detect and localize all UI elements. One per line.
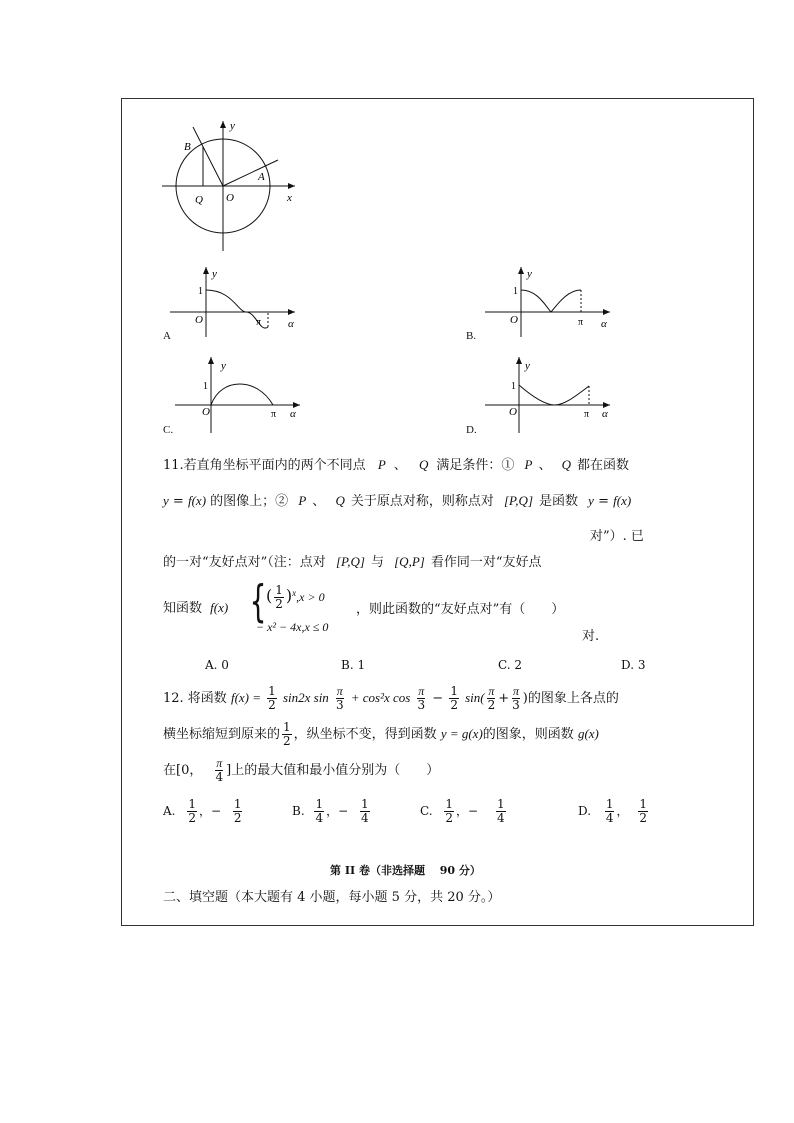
graph-c-label: C. <box>163 424 174 436</box>
point-a-label: A <box>258 171 265 183</box>
q12-option-b[interactable]: B. $\frac{1}{4}$ ，− $\frac{1}{4}$ <box>292 797 369 825</box>
graph-a <box>170 265 310 345</box>
svg-text:1: 1 <box>198 286 203 297</box>
svg-text:π: π <box>271 409 277 420</box>
graph-a-label: A <box>163 330 171 342</box>
q11-line-5-lead: 知函数 f(x) <box>163 600 229 616</box>
svg-text:O: O <box>202 406 210 418</box>
q11-line-3: 对”）. 已 <box>590 529 644 544</box>
q12-option-d[interactable]: D. $\frac{1}{4}$ ， $\frac{1}{2}$ <box>578 797 647 825</box>
unit-circle-figure <box>160 115 310 255</box>
svg-text:y: y <box>527 268 532 280</box>
q11-line-2: y = f(x) 的图像上；② P 、 Q 关于原点对称，则称点对 [P,Q] 是函数 y = f(x) <box>163 493 632 509</box>
q12-line-2: 横坐标缩短到原来的 $\frac{1}{2}$ ，纵坐标不变，得到函数 y = g(x)的图象，则函数 g(x) <box>163 720 599 748</box>
q11-line-5-tail: ，则此函数的“友好点对”有（ ） <box>356 602 565 617</box>
svg-text:y: y <box>525 360 530 372</box>
piecewise-case-1: ( $\frac{1}{2}$ )$^x$,x > 0 <box>266 583 325 611</box>
svg-text:y: y <box>221 360 226 372</box>
graph-c <box>175 355 315 440</box>
q11-option-b[interactable]: B. 1 <box>341 658 366 672</box>
point-b-label: B <box>184 141 191 153</box>
svg-text:π: π <box>584 409 590 420</box>
svg-text:1: 1 <box>513 286 518 297</box>
q12-line-3: 在[0， $\frac{\pi}{4}$ ]上的最大值和最小值分别为（ ） <box>163 756 440 784</box>
graph-d <box>485 355 625 440</box>
q11-option-a[interactable]: A. 0 <box>205 658 229 672</box>
x-axis-label: x <box>287 192 292 204</box>
piecewise-brace: { <box>249 576 267 627</box>
svg-text:y: y <box>212 268 217 280</box>
q12-line-1: 12. 将函数 f(x) = $\frac{1}{2}$ sin2x sin $\frac{\pi}{3}$ + cos²x cos $\frac{\pi}{3}$ − $\frac{1}{2}$ sin( $\frac{\pi}{2}$ + $\frac{\pi}{3}$ )的图象上各点的 <box>163 684 619 712</box>
svg-text:1: 1 <box>203 381 208 392</box>
graph-b <box>485 265 625 345</box>
fill-in-section-title: 二、填空题（本大题有 4 小题，每小题 5 分，共 20 分。） <box>163 890 501 905</box>
piecewise-case-2: − x² − 4x,x ≤ 0 <box>256 620 329 634</box>
svg-text:α: α <box>288 318 294 330</box>
svg-text:1: 1 <box>511 381 516 392</box>
q12-option-a[interactable]: A. $\frac{1}{2}$ ，− $\frac{1}{2}$ <box>163 797 242 825</box>
section-2-title: 第 II 卷（非选择题 90 分） <box>330 864 481 877</box>
svg-text:α: α <box>602 408 608 420</box>
q11-option-c[interactable]: C. 2 <box>498 658 523 672</box>
origin-label: O <box>226 192 234 204</box>
point-q-label: Q <box>195 194 203 206</box>
svg-text:O: O <box>509 406 517 418</box>
svg-text:π: π <box>256 317 262 328</box>
svg-text:O: O <box>195 314 203 326</box>
svg-text:α: α <box>290 408 296 420</box>
q11-line-4: 的一对“友好点对”（注：点对 [P,Q] 与 [Q,P] 看作同一对“友好点 <box>163 554 542 570</box>
svg-text:α: α <box>601 318 607 330</box>
q11-option-d[interactable]: D. 3 <box>621 658 646 672</box>
q12-option-c[interactable]: C. $\frac{1}{2}$ ，− $\frac{1}{4}$ <box>420 797 505 825</box>
svg-text:π: π <box>578 317 584 328</box>
q11-line-1: 11.若直角坐标平面内的两个不同点 P 、 Q 满足条件：① P 、 Q 都在函数 <box>163 457 629 473</box>
y-axis-label: y <box>230 120 235 132</box>
svg-text:O: O <box>510 314 518 326</box>
q11-line-6: 对. <box>582 629 600 644</box>
graph-b-label: B. <box>466 330 477 342</box>
graph-d-label: D. <box>466 424 477 436</box>
